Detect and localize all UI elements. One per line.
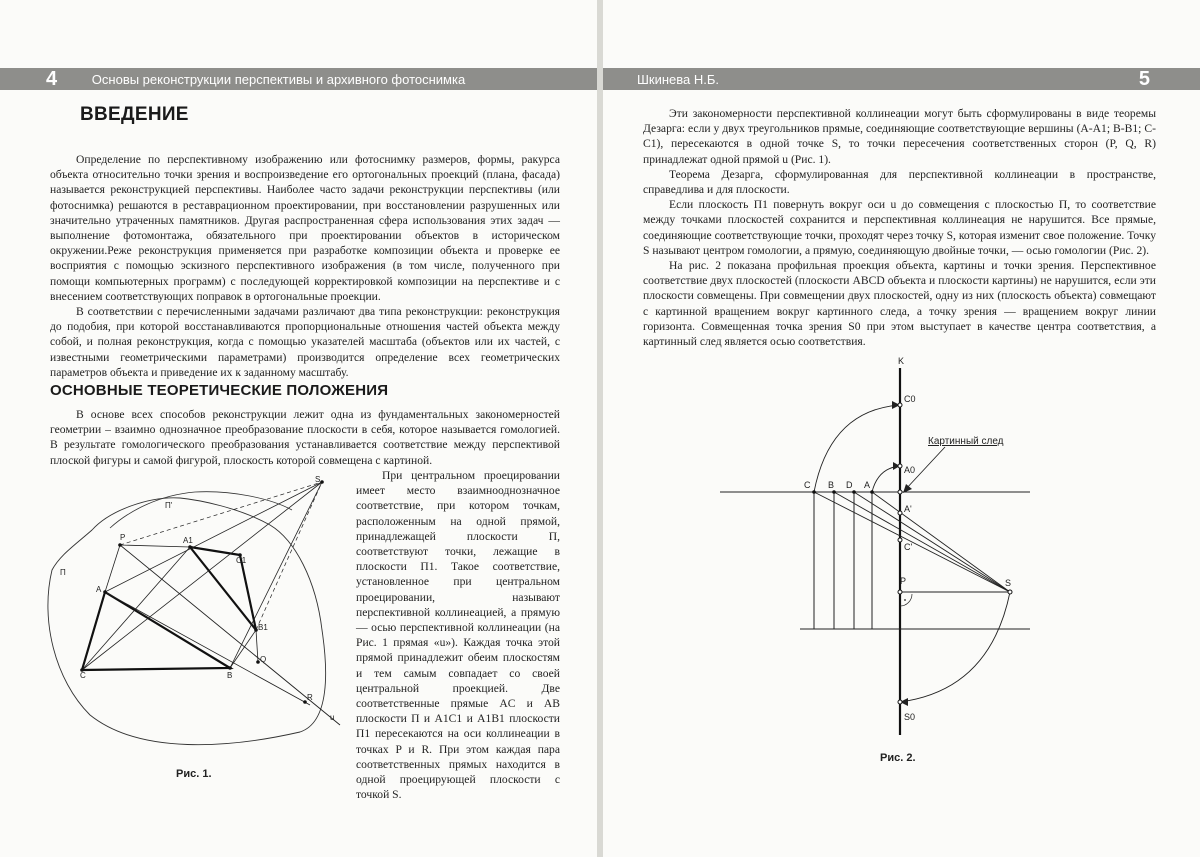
right-paragraph-1: Эти закономерности перспективной коллинеации могут быть сформулированы в виде теоремы Дезарга: если у двух треугольников прямые, соединяющие соответствующие вершины (A-A1; B-B1; C-C1), пересекаются в одной точке S, то точки пересечения соответственных сторон (P, Q, R) принадлежат одной прямой u (Рис. 1). [643, 107, 1156, 166]
label-fig2-b: B [828, 480, 835, 490]
label-a1: A1 [183, 536, 193, 545]
figure-1-desargues-diagram [30, 470, 350, 770]
label-picture-trace: Картинный след [928, 436, 1004, 447]
figure-1-caption: Рис. 1. [176, 768, 212, 780]
label-a: A [96, 585, 102, 594]
right-running-header [603, 68, 1200, 90]
right-paragraph-4: На рис. 2 показана профильная проекция объекта, картины и точки зрения. Перспективное соответствие двух плоскостей (плоскости ABCD объекта и плоскости картины) не нарушится, если эти плоскости совмещены. При совмещении двух плоскостей, одну из них (плоскость объекта) совмещают с картинной вращением вокруг картинного следа, а точку зрения — вращением вокруг линии горизонта. Совмещенная точка зрения S0 при этом выступает в качестве центра соответствия, а картинный след является осью соответствия. [643, 259, 1156, 349]
heading-intro: ВВЕДЕНИЕ [80, 104, 189, 125]
label-c: C [80, 671, 86, 680]
intro-paragraph-1: Определение по перспективному изображению или фотоснимку размеров, формы, ракурса объекта относительно точки зрения и воспроизведение его ортогональных проекций (плана, фасада) называется реконструкцией перспективы. Наиболее часто задачи реконструкции перспективы (или фотоснимка) решаются в реставрационном проектировании, при восстановлении разрушенных или значительно утраченных памятников. Другая распространенная сфера использования этих задач — выполнение фотомонтажа, обязательного при проектировании объектов в историческом окружении.Реже реконструкция применяется при разработке композиции объекта и проверке ее восприятия с помощью эскизного перспективного изображения (в том числе, полученного при помощи компьютерных программ) с последующей корректировкой композиции на перспективе и с внесением соответствующих поправок в ортогональные проекции. [50, 153, 560, 303]
theory-text [50, 407, 560, 468]
label-s: S [315, 475, 321, 484]
arc-s-s0 [900, 592, 1010, 702]
right-paragraph-3: Если плоскость П1 повернуть вокруг оси u до совмещения с плоскостью П, то соответствие между точками плоскостей сохранится и перспективная коллинеация не нарушится. Все прямые, соединяющие соответствующие точки, проходят через точку S, которая изменит свое положение. Точку S называют центром гомологии, а прямую, соединяющую двойные точки, — осью гомологии (Рис. 2). [643, 198, 1156, 257]
right-paragraph-2: Теорема Дезарга, сформулированная для перспективной коллинеации в пространстве, справедлива и для плоскости. [643, 167, 1156, 197]
running-title-left: Основы реконструкции перспективы и архивного фотоснимка [91, 71, 466, 87]
label-u: u [330, 713, 335, 722]
label-r: R [307, 693, 313, 702]
label-c-prime: C' [904, 542, 913, 552]
label-a-prime: A' [904, 504, 912, 514]
right-text [643, 106, 1156, 349]
label-fig2-a: A [864, 480, 871, 490]
theory-paragraph-1: В основе всех способов реконструкции лежит одна из фундаментальных закономерностей геометрии – взаимно однозначное преобразование плоскости в себя, которое называется гомологией. В результате гомологического преобразования устанавливается соответствие между перспективой плоской фигуры и самой фигурой, плоскость которой совмещена с картиной. [50, 408, 560, 467]
theory-paragraph-2: При центральном проецировании имеет место взаимнооднозначное соответствие, при котором точкам, расположенным на одной прямой, принадлежащей плоскости П, соответствуют точки, лежащие в плоскости П1. Такое соответствие, установленное при центральном проецировании, называют перспективной коллинеацией, а прямую — осью перспективной коллинеации (на Рис. 1 прямая «u»). Каждая точка этой прямой принадлежит обеим плоскостям и тем самым совпадает со своей центральной проекцией. Две соответственные прямые AC и AB плоскости П и A1C1 и A1B1 плоскости П1 пересекаются на оси коллинеации в точках P и R. При этом каждая пара соответственных прямых находится в одной проецирующей плоскости с точкой S. [356, 469, 560, 802]
label-b: B [227, 671, 233, 680]
label-b1: B1 [258, 623, 268, 632]
arc-c-c0 [814, 405, 900, 492]
label-c1: C1 [236, 556, 247, 565]
left-running-header [0, 68, 597, 90]
label-pi1: П' [165, 501, 173, 510]
label-s0: S0 [904, 712, 916, 722]
running-title-right: Шкинева Н.Б. [637, 71, 720, 87]
label-c0: C0 [904, 394, 916, 404]
page-number-right: 5 [1138, 67, 1150, 90]
page-number-left: 4 [46, 67, 58, 90]
label-fig2-p: P [900, 576, 907, 586]
label-k: K [898, 356, 905, 366]
label-p: P [120, 533, 126, 542]
label-pi: П [60, 568, 66, 577]
intro-paragraph-2: В соответствии с перечисленными задачами различают два типа реконструкции: реконструкция до подобия, при которой восстанавливаются пропорциональные отношения частей объекта между собой, и полная реконструкция, когда с помощью указателей масштаба (объектов или их частей, с известными геометрическими параметрами) производится определение всех геометрических параметров объекта и приведение их к заданному масштабу. [50, 305, 560, 379]
arc-a-a0 [872, 466, 900, 492]
label-fig2-d: D [846, 480, 853, 490]
label-fig2-s: S [1005, 578, 1012, 588]
theory-text-column [356, 468, 560, 802]
plane-pi-outline [48, 498, 326, 745]
figure-2-profile-projection [700, 350, 1060, 750]
label-a0: A0 [904, 465, 916, 475]
label-fig2-c: C [804, 480, 811, 490]
label-q: Q [260, 655, 267, 664]
triangle-abc [82, 592, 230, 670]
heading-theory: ОСНОВНЫЕ ТЕОРЕТИЧЕСКИЕ ПОЛОЖЕНИЯ [50, 382, 389, 399]
figure-2-caption: Рис. 2. [880, 752, 916, 764]
intro-text [50, 152, 560, 380]
